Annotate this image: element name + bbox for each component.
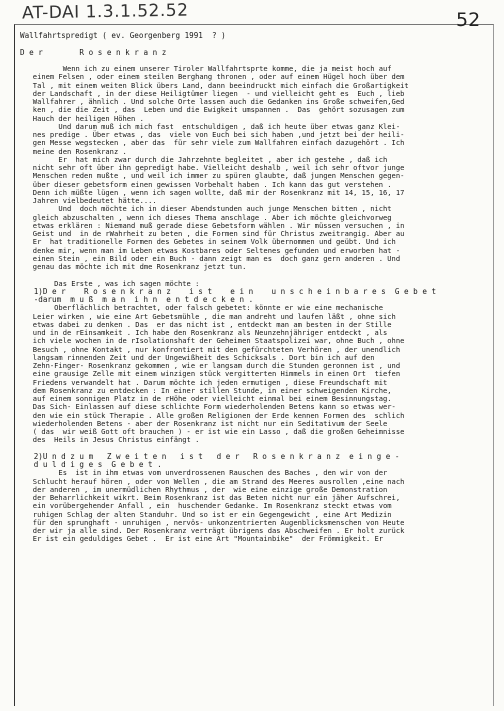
text-line: meine den Rosenkranz . (20, 146, 127, 156)
text-line: Es ist in ihm etwas vom unverdrossenen Rauschen des Baches , den wir von der (20, 468, 388, 478)
text-line: eine grausige Zelle mit einem winzigen stück vergitterten Himmels in einen Ort tiefen (20, 369, 401, 379)
text-line: Schlucht herauf hören , oder von Wellen , die am Strand des Meeres ausrollen ,eine nach (20, 476, 405, 486)
text-line: der Beharrlichkeit wikrt. Beim Rosenkranz ist das Beten nicht nur ein jäher Aufschrei, (20, 493, 401, 502)
text-line: Wenn ich zu einem unserer Tiroler Wallfahrtsprte komme, die ja meist hoch auf (20, 64, 392, 73)
text-line: Jahren vielbedeutet hätte.... (20, 196, 157, 205)
text-line: Besuch , ohne Kontakt , nur konfrontiert mit den gefürchteten Verhören , der unendlich (20, 344, 401, 354)
text-line: Menschen reden mußte , und weil ich immer zu spüren glaubte, daß jungen Menschen gegen- (20, 171, 405, 181)
text-line: Zehn-Finger- Rosenkranz gekommen , wie er langsam durch die Stunden geronnen ist , und (20, 361, 401, 370)
text-line: Wallfahrtspredigt ( ev. Georgenberg 1991 ? ) (20, 31, 226, 40)
text-line: Und darum muß ich mich fast entschuldigen , daß ich heute über etwas ganz Klei- (20, 121, 401, 131)
sermon-text (20, 32, 496, 544)
text-line: über dieser gebetsform einen gewissen Vorbehalt haben . Ich kann das gut verstehen . (20, 179, 392, 189)
text-line: Hauch der heiligen Höhen . (20, 113, 144, 123)
text-line: ein vorübergehender Anfall , ein huschender Gedanke. Im Rosenkranz steckt etwas vom (20, 501, 392, 511)
text-line: wiederholenden Betens - aber der Rosenkranz ist nicht nur ein Seditativum der Seele (20, 418, 388, 428)
text-line: 2)U n d z u m Z w e i t e n i s t d e r R o s e n k r a n z e i n g e - (20, 451, 400, 461)
text-line: und in de rEinsamkeit . Ich habe den Rosenkranz als Neunzehnjähriger entdeckt , als (20, 328, 388, 337)
text-line: Er hat traditionelle Formen des Gebetes in seinem Volk übernommen und geübt. Und ich (20, 237, 396, 247)
text-line: Er hat mich zwar durch die Jahrzehnte begleitet , aber ich gestehe , daß ich (20, 154, 388, 164)
text-line: genau das möchte ich mit dme Rosenkranz jetzt tun. (20, 262, 247, 271)
text-line: Leier wirken , wie eine Art Gebetsmühle , die man andreht und laufen läßt , ohne sich (20, 311, 396, 321)
text-line: d u l d i g e s G e b e t . (20, 460, 162, 469)
text-line: der wir ja alle sind. Der Rosenkranz verträgt übrigens das Abschweifen . Er holt zurück (20, 526, 405, 535)
text-line: ruhigen Schlag der alten Standuhr. Und so ist er ein Gegengewicht , eine Art Medizin (20, 509, 392, 519)
text-line: gen Messe wegstecken , aber das für sehr viele zum Wallfahren einfach dazugehört . Ich (20, 138, 405, 148)
text-line: etwas erklären : Niemand muß gerade diese Gebetsform wählen . Wir müssen versuchen , in (20, 220, 405, 230)
text-line: nicht sehr oft über ihn gepredigt habe. Vielleicht deshalb , weil ich sehr oftvor junge (20, 163, 405, 172)
text-line: Denn ich müßte lügen , wenn ich sagen wollte, daß mir der Rosenkranz mit 14, 15, 16, 17 (20, 187, 405, 197)
text-line: etwas dabei zu denken . Das er das nicht ist , entdeckt man am besten in der Stille (20, 319, 392, 329)
archive-stamp: AT-DAI 1.3.1.52.52 (21, 0, 189, 24)
text-line: Tal , mit einem weiten Blick übers Land, dann beeindruckt mich einfach die Großartigkeit (20, 80, 409, 90)
text-line: -darum m u ß m a n i h n e n t d e c k e n . (20, 295, 254, 304)
text-line: ( das wir weiß Gott oft brauchen ) - er ist wie ein Lasso , daß die großen Geheimnisse (20, 427, 405, 436)
page-number: 52 (456, 9, 481, 31)
text-line: Er ist ein geduldiges Gebet . Er ist eine Art "Mountainbike" der Frömmigkeit. Er (20, 534, 384, 544)
text-line: Oberflächlich betrachtet, oder falsch gebetet: könnte er wie eine mechanische (20, 303, 384, 313)
text-line: einen Stein , ein Bild oder ein Buch - dann zeigt man es doch ganz gern anderen . Und (20, 253, 401, 263)
text-line: D e r R o s e n k r a n z (20, 47, 167, 57)
text-line: den wie ein stück Therapie . Alle großen Religionen der Erde kennen Formen des schlich (20, 410, 405, 420)
text-line: gleich abzuschalten , wenn ich dieses Thema anschlage . Aber ich möchte gleichvorweg (20, 212, 392, 222)
text-line: Geist und in de rWahrheit zu beten , die Formen sind für Christus zweitrangig. Aber au (20, 229, 405, 238)
text-line: langsam rinnenden Zeit und der Ungewißheit des Schicksals . Dort bin ich auf den (20, 352, 375, 362)
text-line: ich viele wochen in de rIsolationshaft der Geheimen Staatspolizei war, ohne Buch , ohne (20, 336, 405, 346)
text-line: einem Felsen , oder einem steilen Berghang thronen , oder auf einem Hügel hoch über dem (20, 72, 405, 82)
text-line: des Heils in Jesus Christus einfängt . (20, 435, 200, 445)
text-line: der anderen , im unermüdlichen Rhythmus , der wie eine einzige große Demonstration (20, 484, 388, 494)
text-line: nes predige . Über etwas , das viele von Euch bei sich haben ,und jetzt bei der heili- (20, 130, 405, 139)
text-line: denke mir, wenn man im Leben etwas Kostbares oder Seltenes gefunden und erworben hat - (20, 245, 401, 255)
text-line: dem Rosenkranz zu entdecken : In einer stillen Stunde, in einer schweigenden Kirche, (20, 385, 392, 395)
text-line: Wallfahrer , ähnlich . Und solche Orte lassen auch die Gedanken ins Große schweifen,Ged (20, 97, 405, 106)
text-line: Und doch möchte ich in dieser Abendstunden auch junge Menschen bitten , nicht (20, 204, 392, 214)
text-line: Friedens verwandelt hat . Darum möchte ich jeden ermutigen , diese Freundschaft mit (20, 377, 388, 387)
text-line: 1)D e r R o s e n k r a n z i s t e i n u n s c h e i n b a r e s G e b e t (20, 286, 437, 296)
text-line: Das Erste , was ich sagen möchte : (20, 278, 200, 288)
text-line: Das Sich- Einlassen auf diese schlichte Form wiederholenden Betens kann so etwas wer- (20, 402, 396, 412)
text-line: der Landschaft , in der diese Heiligtümer liegen - und vielleicht geht es Euch , lieb (20, 88, 405, 98)
text-line: für den sprunghaft - unruhigen , nervös- unkonzentrierten Augenblicksmenschen von Heute (20, 517, 405, 527)
text-line: ken , die die Zeit , das Leben und die Ewigkeit umspannen . Das gehört sozusagen zum (20, 105, 405, 115)
text-line: auf einem sonnigen Platz in de rHöhe oder vielleicht einmal bei einem Besinnungstag. (20, 394, 392, 403)
